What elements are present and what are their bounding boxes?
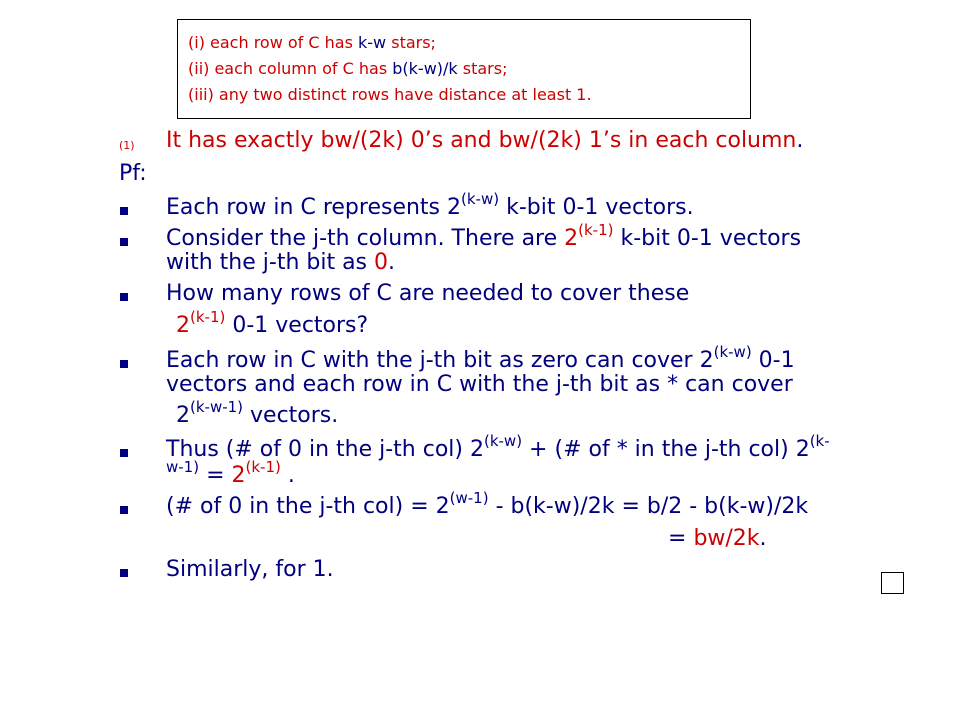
condition-1-highlight: k-w xyxy=(358,33,387,52)
bullet-1-text: Each row in C represents 2$^{(k-w)}$ k-bit 0-1 vectors. xyxy=(166,190,694,220)
bullet-4-line-1: Each row in C with the j-th bit as zero can cover 2$^{(k-w)}$ 0-1 xyxy=(166,343,795,373)
bullet-icon xyxy=(120,569,128,577)
result-line: = bw/2k. xyxy=(668,526,767,551)
condition-3: (iii) any two distinct rows have distance at least 1. xyxy=(188,85,592,104)
condition-2-highlight: b(k-w)/k xyxy=(392,59,458,78)
bullet-2-line-2: with the j-th bit as 0. xyxy=(166,250,396,275)
bullet-4-line-2: vectors and each row in C with the j-th bit as * can cover xyxy=(166,372,793,397)
bullet-icon xyxy=(120,506,128,514)
bullet-5-line-1: Thus (# of 0 in the j-th col) $2^{(k-w)}$ + (# of * in the j-th col) $2^{(k-}$ xyxy=(166,432,830,462)
bullet-4-line-3: 2$^{(k-w-1)}$ vectors. xyxy=(176,398,339,428)
bullet-7-text: Similarly, for 1. xyxy=(166,557,334,582)
condition-2: (ii) each column of C has b(k-w)/k stars; xyxy=(188,59,508,78)
bullet-icon xyxy=(120,360,128,368)
bullet-3-line-1: How many rows of C are needed to cover these xyxy=(166,281,690,306)
bullet-5-line-2: $^{w-1)} = 2^{(k-1)}$ . xyxy=(166,458,295,488)
bullet-6-text: (# of 0 in the j-th $col) = 2^{(w-1)} - b(k-w)/2k = b/2 - b(k-w)/2k$ xyxy=(166,489,809,519)
bullet-2-line-1: Consider the j-th column. There are 2$^{(k-1)}$ k-bit 0-1 vectors xyxy=(166,221,802,251)
qed-box-icon xyxy=(881,572,904,594)
bullet-icon xyxy=(120,238,128,246)
bullet-3-line-2: 2$^{(k-1)}$ 0-1 vectors? xyxy=(176,308,369,338)
bullet-icon xyxy=(120,293,128,301)
claim-label: (1) xyxy=(119,139,135,152)
bullet-icon xyxy=(120,207,128,215)
proof-heading: Pf: xyxy=(119,161,147,186)
conditions-box xyxy=(177,19,751,119)
bullet-icon xyxy=(120,449,128,457)
claim-text: It has exactly bw/(2k) 0’s and bw/(2k) 1’s in each column. xyxy=(166,128,804,153)
condition-1: (i) each row of C has k-w stars; xyxy=(188,33,436,52)
